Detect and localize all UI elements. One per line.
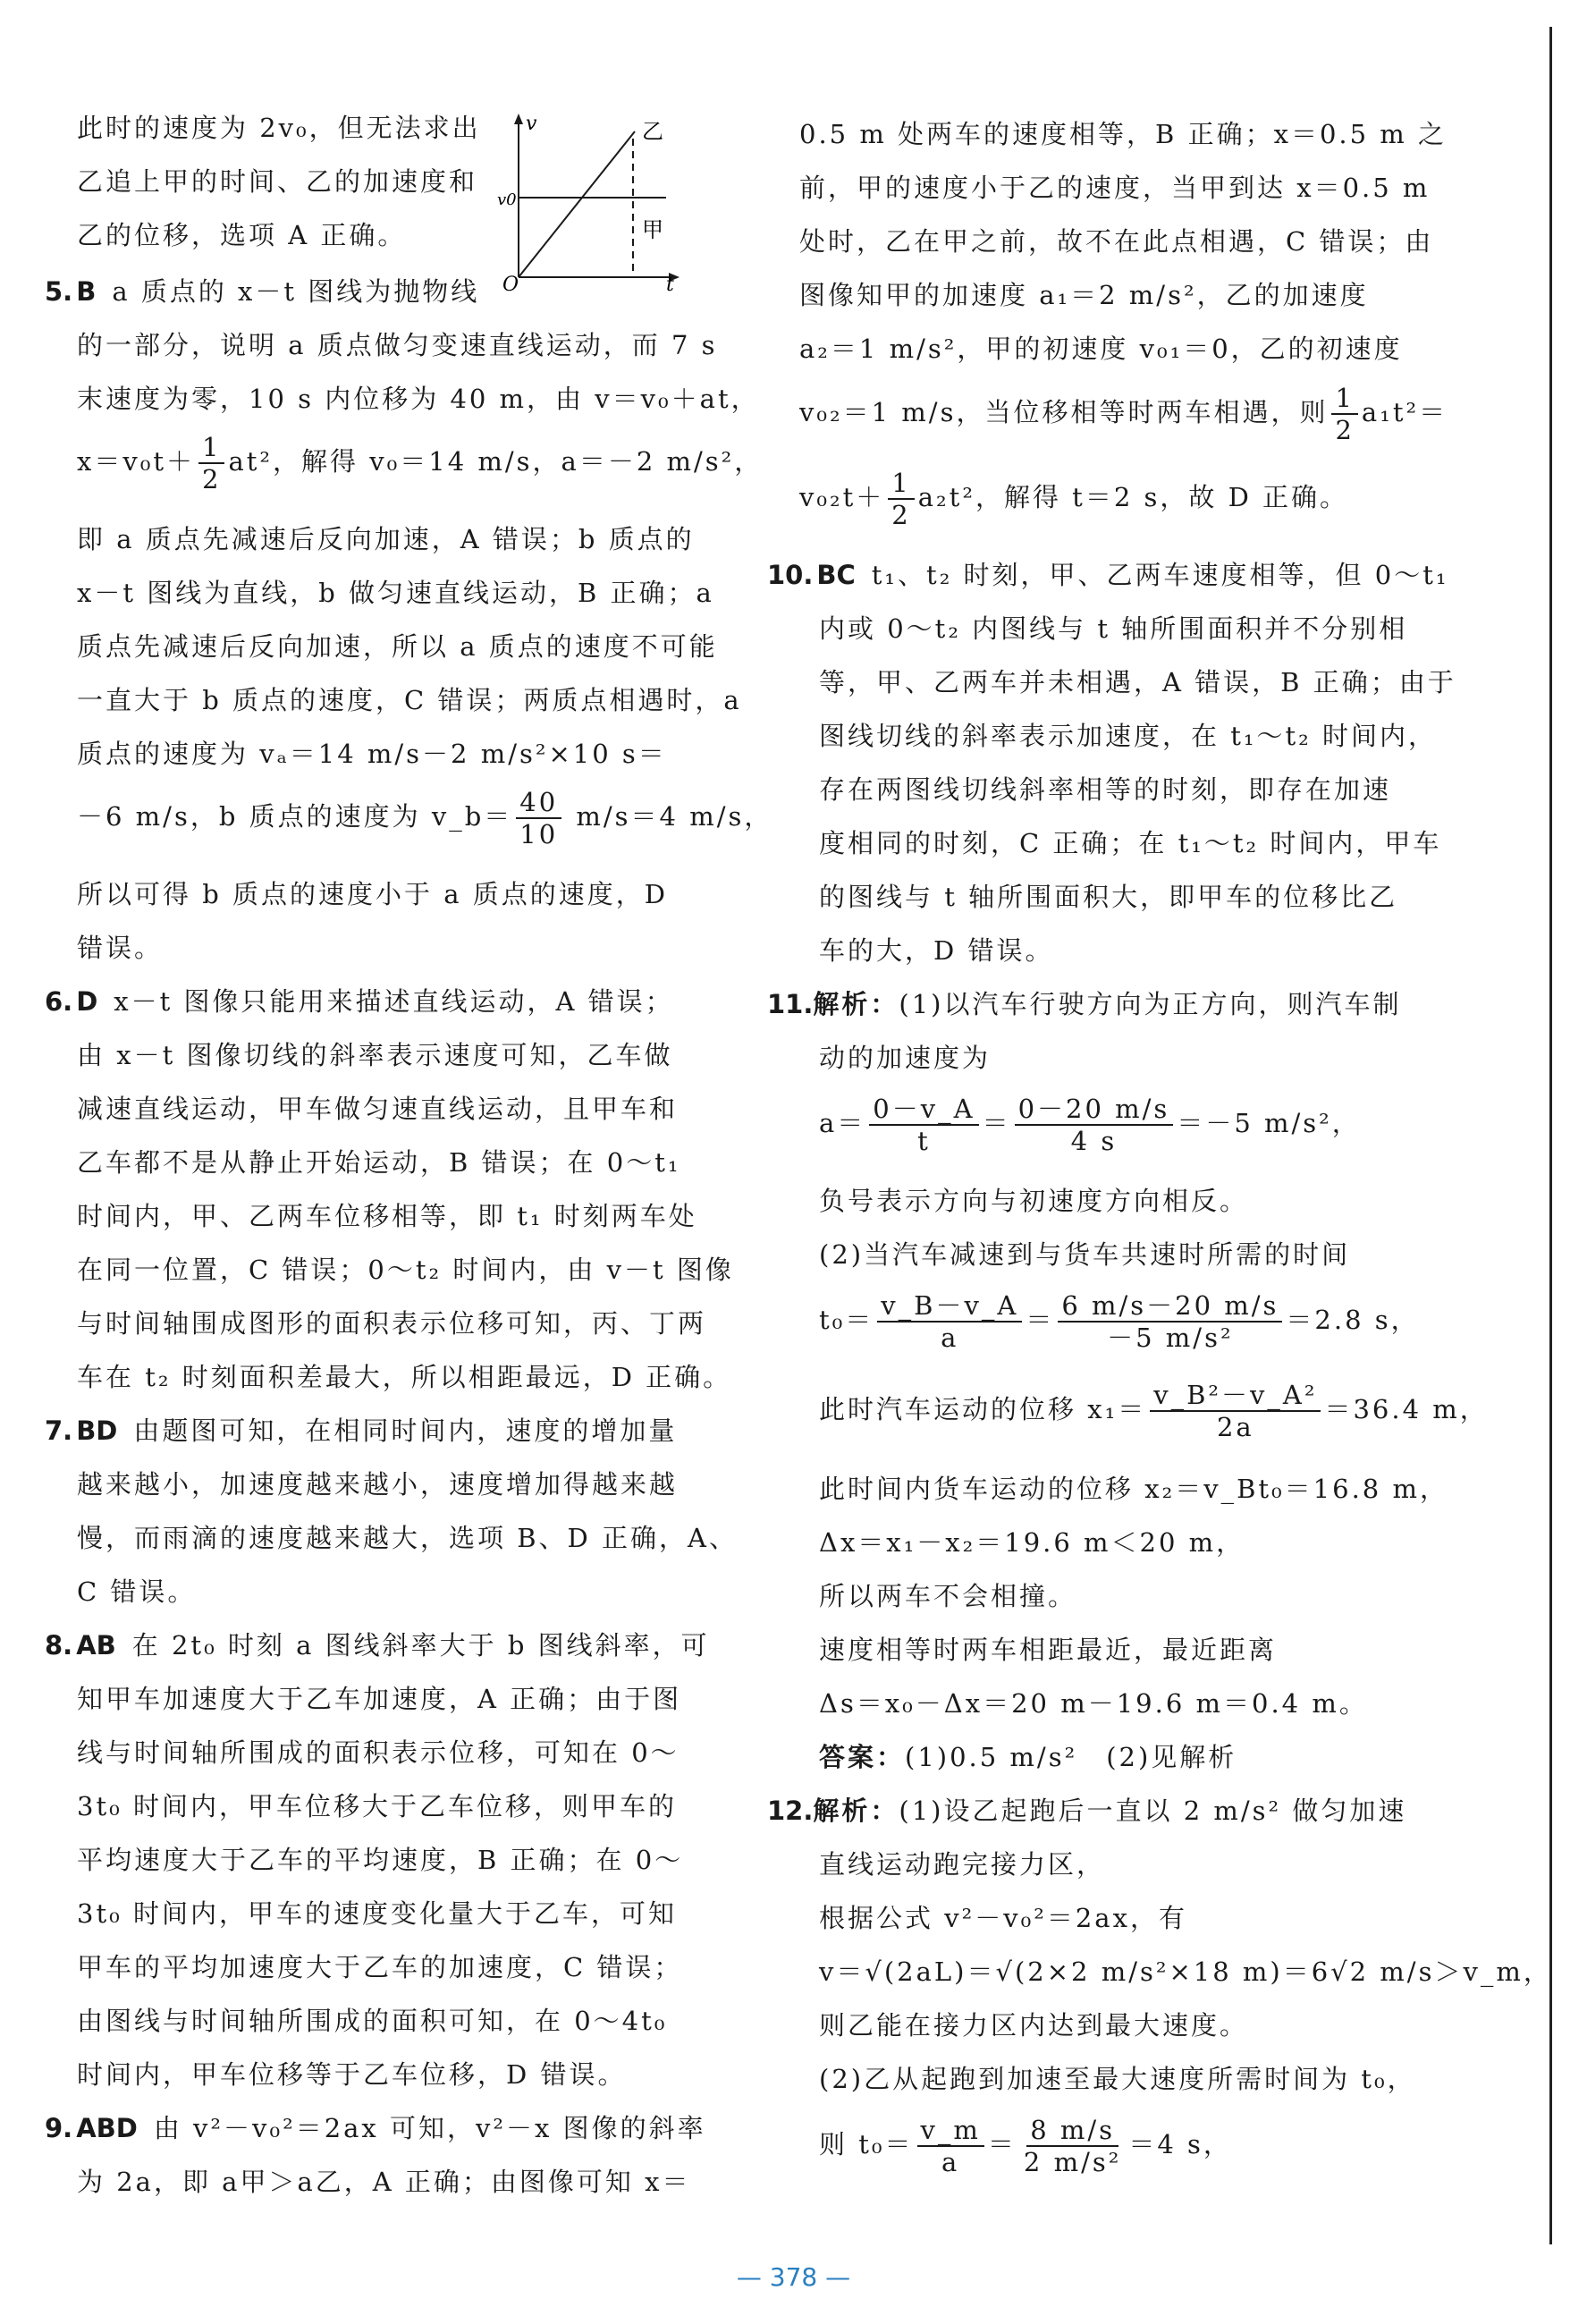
- text-line: 一直大于 b 质点的速度，C 错误；两质点相遇时，a: [77, 685, 742, 715]
- label-v0: v0: [497, 190, 517, 209]
- question-12-header: [767, 1793, 1406, 1829]
- fraction: [1015, 1094, 1174, 1156]
- text-line: 线与时间轴所围成的面积表示位移，可知在 0～: [77, 1737, 680, 1768]
- text-line: 质点的速度为 vₐ＝14 m/s－2 m/s²×10 s＝: [77, 739, 667, 769]
- denominator: 2 m/s²: [1023, 2147, 1122, 2177]
- text-span: a₂t²，解得 t＝2 s，故 D 正确。: [917, 482, 1349, 512]
- question-9-header: [45, 2110, 706, 2146]
- numerator: 0－20 m/s: [1015, 1094, 1174, 1126]
- text-line: 处时，乙在甲之前，故不在此点相遇，C 错误；由: [799, 226, 1434, 257]
- text-line: 等，甲、乙两车并未相遇，A 错误，B 正确；由于: [819, 667, 1456, 697]
- question-number: 5.: [45, 276, 73, 307]
- text-line: 减速直线运动，甲车做匀速直线运动，且甲车和: [77, 1094, 679, 1124]
- text-line: 甲车的平均加速度大于乙车的加速度，C 错误；: [77, 1952, 683, 1982]
- label-jia: 甲: [642, 217, 663, 242]
- text-line: 错误。: [77, 933, 164, 963]
- label-v: v: [526, 113, 537, 135]
- page-number: — 378 —: [736, 2262, 851, 2292]
- answer-line: [819, 1739, 1237, 1775]
- numerator: 6 m/s－20 m/s: [1058, 1290, 1282, 1323]
- fraction: [198, 432, 224, 494]
- formula-line: [799, 468, 1348, 530]
- text-span: 在 2t₀ 时刻 a 图线斜率大于 b 图线斜率，可: [131, 1630, 710, 1661]
- text-line: 质点先减速后反向加速，所以 a 质点的速度不可能: [77, 631, 718, 662]
- formula-line: [819, 1094, 1361, 1156]
- text-span: －6 m/s，b 质点的速度为 v_b＝: [77, 801, 513, 832]
- text-span: at²，解得 v₀＝14 m/s，a＝－2 m/s²，: [228, 446, 764, 477]
- text-line: 则乙能在接力区内达到最大速度。: [819, 2010, 1249, 2041]
- denominator: 2: [891, 500, 911, 530]
- text-span: 由题图可知，在相同时间内，速度的增加量: [133, 1416, 678, 1446]
- label-t: t: [666, 274, 674, 296]
- text-line: 的图线与 t 轴所围面积大，即甲车的位移比乙: [819, 882, 1398, 912]
- text-line: 与时间轴围成图形的面积表示位移可知，丙、丁两: [77, 1308, 707, 1339]
- text-line: 时间内，甲、乙两车位移相等，即 t₁ 时刻两车处: [77, 1201, 697, 1231]
- denominator: 2: [1335, 415, 1355, 445]
- text-span: ＝: [982, 1108, 1011, 1138]
- question-number: 8.: [45, 1630, 73, 1661]
- text-span: (1)以汽车行驶方向为正方向，则汽车制: [899, 989, 1402, 1019]
- text-line: 存在两图线切线斜率相等的时刻，即存在加速: [819, 774, 1392, 805]
- text-line: 动的加速度为: [819, 1043, 992, 1073]
- text-line: 直线运动跑完接力区，: [819, 1849, 1106, 1880]
- denominator: a: [941, 1323, 959, 1353]
- text-line: (2)乙从起跑到加速至最大速度所需时间为 t₀，: [819, 2064, 1416, 2094]
- text-line: 的一部分，说明 a 质点做匀变速直线运动，而 7 s: [77, 330, 718, 360]
- answer-letter: BC: [816, 560, 856, 590]
- text-span: x－t 图像只能用来描述直线运动，A 错误；: [114, 986, 674, 1017]
- text-span: (1)设乙起跑后一直以 2 m/s² 做匀加速: [899, 1796, 1407, 1826]
- text-line: 乙的位移，选项 A 正确。: [77, 220, 407, 250]
- v-axis-arrow: [514, 114, 523, 124]
- formula-line: [819, 1380, 1489, 1442]
- text-line: 平均速度大于乙车的平均速度，B 正确；在 0～: [77, 1845, 684, 1875]
- text-line: 慢，而雨滴的速度越来越大，选项 B、D 正确，A、: [77, 1523, 738, 1553]
- text-line: 速度相等时两车相距最近，最近距离: [819, 1635, 1278, 1665]
- denominator: a: [941, 2147, 960, 2177]
- fraction: [1020, 2115, 1125, 2177]
- numerator: 1: [198, 432, 224, 464]
- text-line: 图像知甲的加速度 a₁＝2 m/s²，乙的加速度: [799, 280, 1369, 310]
- answer-letter: ABD: [76, 2113, 138, 2143]
- text-span: a 质点的 x－t 图线为抛物线: [112, 276, 480, 307]
- text-span: x＝v₀t＋: [77, 446, 196, 477]
- text-span: m/s＝4 m/s，: [565, 801, 773, 832]
- text-line: 3t₀ 时间内，甲车位移大于乙车位移，则甲车的: [77, 1791, 677, 1821]
- text-span: (1)0.5 m/s² (2)见解析: [905, 1742, 1237, 1772]
- text-line: 末速度为零，10 s 内位移为 40 m，由 v＝v₀＋at，: [77, 384, 760, 414]
- text-span: ＝－5 m/s²，: [1177, 1108, 1361, 1138]
- page-edge-line: [1549, 27, 1552, 2244]
- text-line: 为 2a，即 a甲＞a乙，A 正确；由图像可知 x＝: [77, 2167, 691, 2197]
- denominator: 2: [202, 464, 222, 494]
- text-span: 此时汽车运动的位移 x₁＝: [819, 1394, 1147, 1424]
- fraction: [888, 468, 914, 530]
- fraction: [877, 1290, 1022, 1353]
- answer-letter: B: [76, 276, 97, 307]
- text-line: (2)当汽车减速到与货车共速时所需的时间: [819, 1239, 1351, 1270]
- fraction: [1058, 1290, 1282, 1353]
- question-number: 11.: [767, 989, 814, 1019]
- numerator: 1: [888, 468, 914, 500]
- text-line: 由图线与时间轴所围成的面积可知，在 0～4t₀: [77, 2006, 668, 2036]
- question-number: 7.: [45, 1416, 73, 1446]
- text-line: 越来越小，加速度越来越小，速度增加得越来越: [77, 1469, 679, 1500]
- denominator: 2a: [1216, 1412, 1254, 1442]
- analysis-label: 解析：: [813, 989, 899, 1019]
- denominator: －5 m/s²: [1107, 1323, 1234, 1353]
- text-span: t₁、t₂ 时刻，甲、乙两车速度相等，但 0～t₁: [871, 560, 1449, 590]
- text-span: ＝2.8 s，: [1286, 1305, 1420, 1335]
- text-line: 在同一位置，C 错误；0～t₂ 时间内，由 v－t 图像: [77, 1255, 734, 1285]
- denominator: t: [917, 1126, 931, 1156]
- formula-line: [819, 2115, 1232, 2177]
- text-line: 此时间内货车运动的位移 x₂＝v_Bt₀＝16.8 m，: [819, 1474, 1448, 1504]
- question-10-header: [767, 557, 1449, 593]
- fraction: [516, 787, 561, 849]
- question-number: 10.: [767, 560, 814, 590]
- numerator: v_m: [917, 2115, 984, 2147]
- formula-line: [799, 383, 1448, 445]
- text-line: 此时的速度为 2v₀，但无法求出: [77, 113, 481, 143]
- text-line: 知甲车加速度大于乙车加速度，A 正确；由于图: [77, 1684, 682, 1714]
- text-line: 即 a 质点先减速后反向加速，A 错误；b 质点的: [77, 524, 695, 554]
- question-5-header: [45, 274, 479, 309]
- fraction: [1331, 383, 1357, 445]
- text-line: 乙追上甲的时间、乙的加速度和: [77, 166, 478, 197]
- text-line: 乙车都不是从静止开始运动，B 错误；在 0～t₁: [77, 1147, 681, 1178]
- answer-letter: D: [76, 986, 98, 1017]
- label-origin: O: [502, 274, 519, 296]
- text-line: 内或 0～t₂ 内图线与 t 轴所围面积并不分别相: [819, 613, 1408, 644]
- numerator: 40: [516, 787, 561, 819]
- text-line: 车在 t₂ 时刻面积差最大，所以相距最远，D 正确。: [77, 1362, 732, 1392]
- text-line: 车的大，D 错误。: [819, 935, 1054, 966]
- text-line: C 错误。: [77, 1576, 197, 1607]
- text-span: a＝: [819, 1108, 866, 1138]
- question-number: 6.: [45, 986, 73, 1017]
- text-line: 由 x－t 图像切线的斜率表示速度可知，乙车做: [77, 1040, 673, 1070]
- text-line: 所以两车不会相撞。: [819, 1581, 1077, 1611]
- denominator: 4 s: [1070, 1126, 1118, 1156]
- fraction: [1150, 1380, 1321, 1442]
- text-span: ＝: [1026, 1305, 1055, 1335]
- text-line: 根据公式 v²－v₀²＝2ax，有: [819, 1903, 1187, 1933]
- text-span: 由 v²－v₀²＝2ax 可知，v²－x 图像的斜率: [153, 2113, 706, 2143]
- text-line: x－t 图线为直线，b 做匀速直线运动，B 正确；a: [77, 578, 714, 608]
- text-line: 3t₀ 时间内，甲车的速度变化量大于乙车，可知: [77, 1898, 677, 1929]
- text-span: v₀₂＝1 m/s，当位移相等时两车相遇，则: [799, 397, 1329, 427]
- numerator: v_B²－v_A²: [1150, 1380, 1321, 1412]
- answer-label: 答案：: [819, 1742, 906, 1772]
- numerator: 1: [1331, 383, 1357, 415]
- question-11-header: [767, 986, 1401, 1022]
- question-8-header: [45, 1627, 710, 1663]
- answer-letter: BD: [76, 1416, 118, 1446]
- numerator: 0－v_A: [869, 1094, 978, 1126]
- text-line: a₂＝1 m/s²，甲的初速度 v₀₁＝0，乙的初速度: [799, 334, 1403, 364]
- line-yi: [519, 131, 635, 277]
- fraction: [917, 2115, 984, 2177]
- text-line: 负号表示方向与初速度方向相反。: [819, 1186, 1249, 1216]
- question-number: 12.: [767, 1796, 814, 1826]
- text-line: 度相同的时刻，C 正确；在 t₁～t₂ 时间内，甲车: [819, 828, 1442, 858]
- text-line: Δx＝x₁－x₂＝19.6 m＜20 m，: [819, 1527, 1245, 1558]
- formula-line: [77, 787, 772, 849]
- analysis-label: 解析：: [813, 1796, 899, 1826]
- text-line: 时间内，甲车位移等于乙车位移，D 错误。: [77, 2059, 627, 2090]
- text-line: 0.5 m 处两车的速度相等，B 正确；x＝0.5 m 之: [799, 119, 1447, 149]
- question-7-header: [45, 1413, 677, 1449]
- text-line: 图线切线的斜率表示加速度，在 t₁～t₂ 时间内，: [819, 721, 1437, 751]
- text-span: ＝36.4 m，: [1324, 1394, 1489, 1424]
- text-span: ＝: [987, 2129, 1017, 2159]
- text-span: 则 t₀＝: [819, 2129, 914, 2159]
- text-line: 前，甲的速度小于乙的速度，当甲到达 x＝0.5 m: [799, 173, 1431, 203]
- question-number: 9.: [45, 2113, 73, 2143]
- text-span: ＝4 s，: [1128, 2129, 1232, 2159]
- fraction: [869, 1094, 978, 1156]
- answer-letter: AB: [76, 1630, 116, 1661]
- text-span: v₀₂t＋: [799, 482, 885, 512]
- denominator: 10: [519, 819, 559, 849]
- formula-line: [77, 432, 763, 494]
- text-line: 所以可得 b 质点的速度小于 a 质点的速度，D: [77, 879, 668, 909]
- formula-line: [819, 1290, 1420, 1353]
- text-line: Δs＝x₀－Δx＝20 m－19.6 m＝0.4 m。: [819, 1688, 1368, 1719]
- text-span: a₁t²＝: [1361, 397, 1448, 427]
- text-span: t₀＝: [819, 1305, 874, 1335]
- numerator: v_B－v_A: [877, 1290, 1022, 1323]
- question-6-header: [45, 984, 674, 1019]
- text-line: v＝√(2aL)＝√(2×2 m/s²×18 m)＝6√2 m/s＞v_m，: [819, 1956, 1552, 1987]
- label-yi: 乙: [642, 119, 663, 144]
- numerator: 8 m/s: [1026, 2115, 1118, 2147]
- vt-graph-figure: [497, 112, 680, 296]
